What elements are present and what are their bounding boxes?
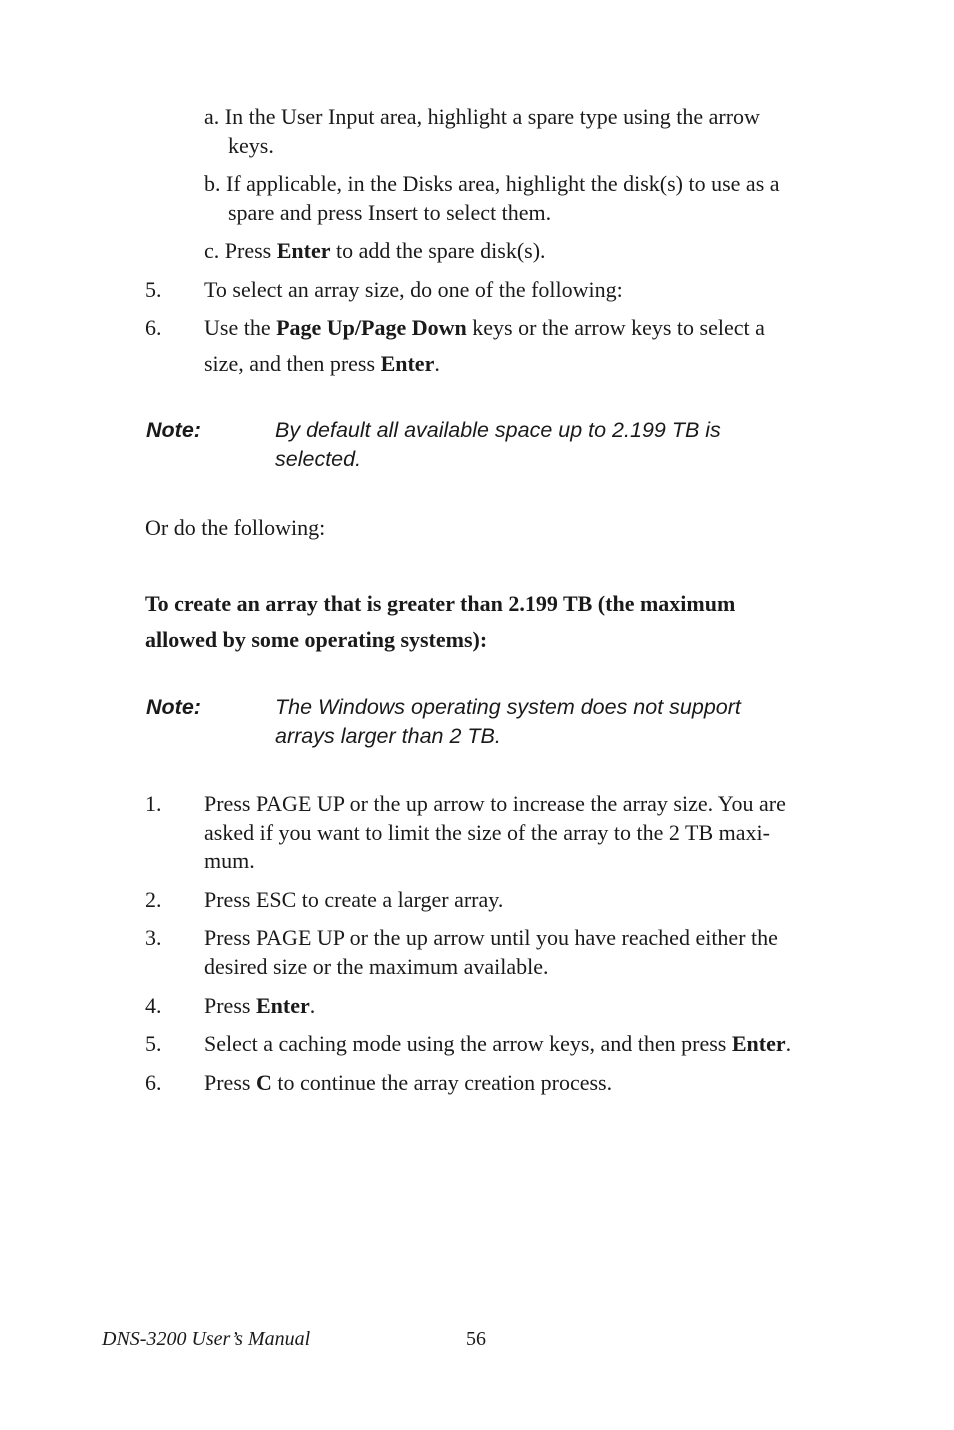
heading-line2: allowed by some operating systems):	[145, 627, 488, 652]
heading-line1: To create an array that is greater than 2.199 TB (the maximum	[145, 591, 736, 616]
footer-page-number: 56	[466, 1328, 486, 1350]
step-number: 6.	[145, 315, 162, 340]
step-text: Press ESC to create a larger array.	[204, 887, 504, 912]
substep-b-line1: b. If applicable, in the Disks area, highlight the disk(s) to use as a	[204, 171, 780, 196]
step-text-line2: size, and then press Enter.	[204, 351, 440, 376]
step-text-line1: Press PAGE UP or the up arrow to increase the array size. You are	[204, 791, 786, 816]
step-number: 5.	[145, 1031, 162, 1056]
step-text-line1: Use the Page Up/Page Down keys or the arrow keys to select a	[204, 315, 765, 340]
step-number: 5.	[145, 277, 162, 302]
note-text-line2: arrays larger than 2 TB.	[275, 724, 501, 748]
step-text-line2: asked if you want to limit the size of the array to the 2 TB maxi-	[204, 820, 770, 845]
step-number: 4.	[145, 993, 162, 1018]
substep-c: c. Press Enter to add the spare disk(s).	[204, 238, 546, 263]
note-text-line1: By default all available space up to 2.199 TB is	[275, 418, 721, 442]
step-number: 2.	[145, 887, 162, 912]
step-text-line2: desired size or the maximum available.	[204, 954, 549, 979]
substep-a-line1: a. In the User Input area, highlight a spare type using the arrow	[204, 104, 760, 129]
step-text: Press C to continue the array creation process.	[204, 1070, 613, 1095]
step-text: To select an array size, do one of the following:	[204, 277, 623, 302]
step-number: 3.	[145, 925, 162, 950]
step-text-line3: mum.	[204, 848, 255, 873]
step-text: Press Enter.	[204, 993, 316, 1018]
or-text: Or do the following:	[145, 515, 326, 540]
footer-title: DNS-3200 User’s Manual	[102, 1328, 311, 1350]
substep-b-line2: spare and press Insert to select them.	[228, 200, 552, 225]
substep-a-line2: keys.	[228, 133, 274, 158]
step-number: 6.	[145, 1070, 162, 1095]
step-number: 1.	[145, 791, 162, 816]
note-label: Note:	[146, 695, 201, 719]
note-text-line1: The Windows operating system does not support	[275, 695, 741, 719]
step-text: Select a caching mode using the arrow keys, and then press Enter.	[204, 1031, 792, 1056]
step-text-line1: Press PAGE UP or the up arrow until you have reached either the	[204, 925, 778, 950]
note-text-line2: selected.	[275, 447, 362, 471]
note-label: Note:	[146, 418, 201, 442]
